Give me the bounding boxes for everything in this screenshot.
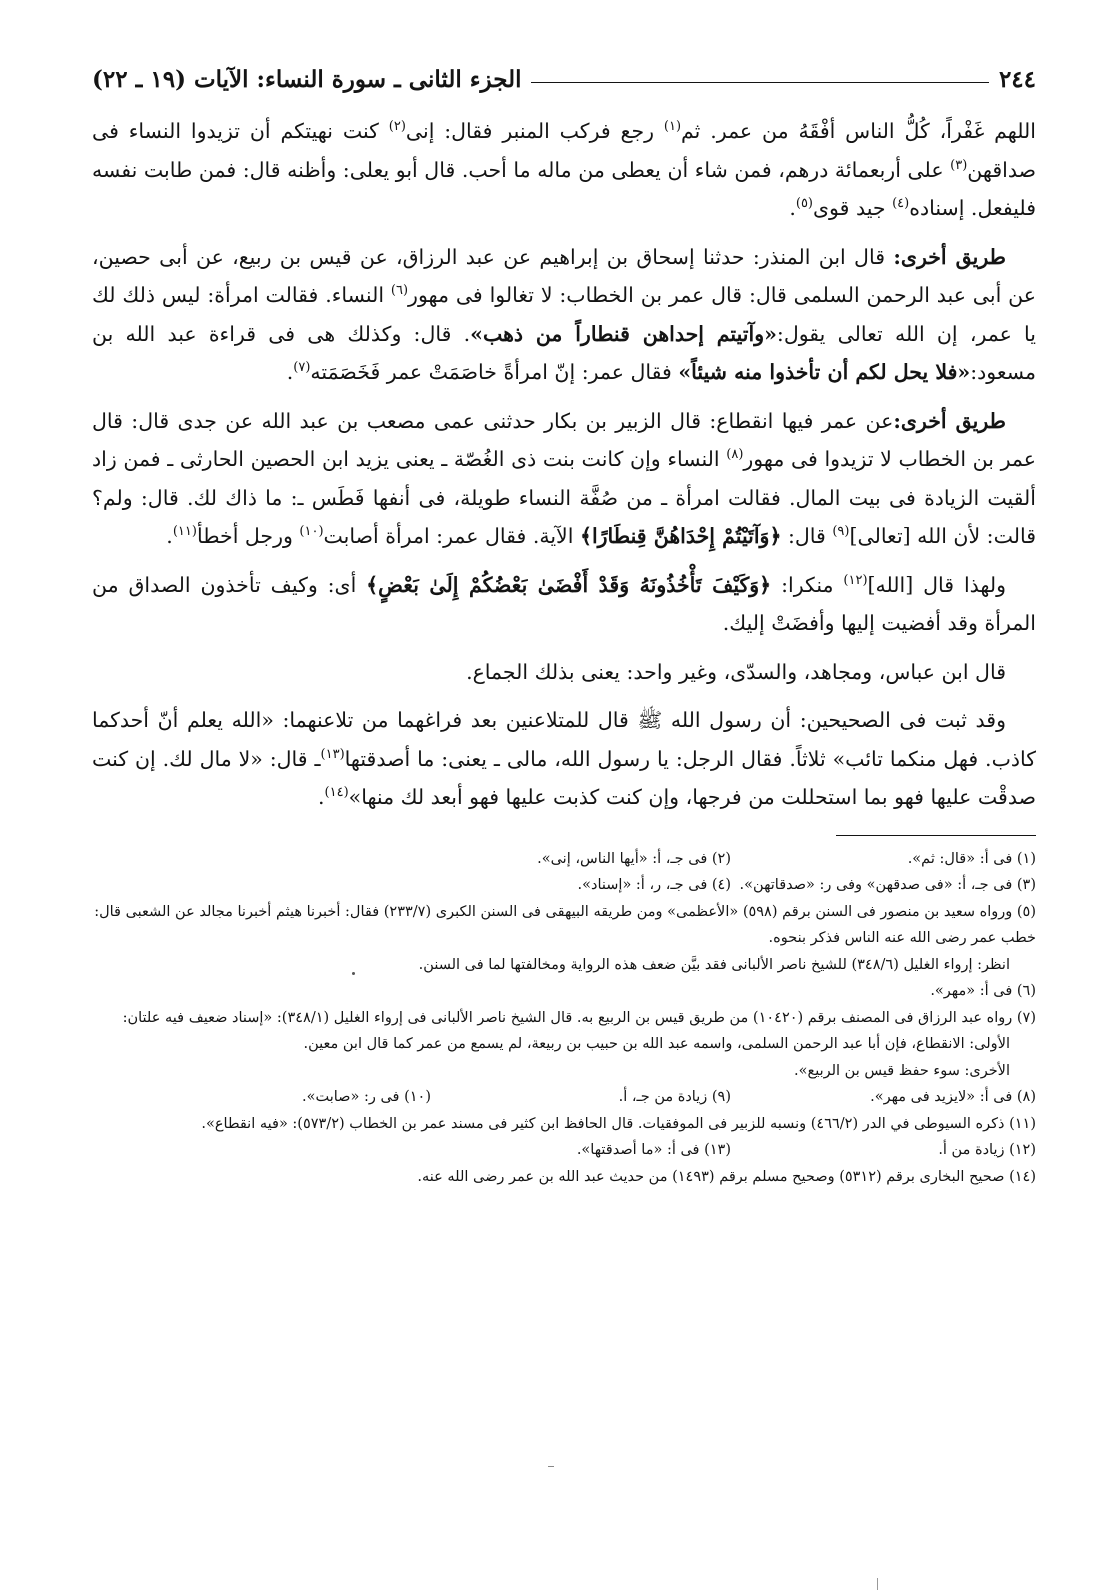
footnote-5-continued: انظر: إرواء الغليل (٣٤٨/٦) للشيخ ناصر الألبانى فقد بيَّن ضعف هذه الرواية ومخالفتها لما فى السنن. [418, 956, 1010, 973]
footnote-7-point-2: الأخرى: سوء حفظ قيس بن الربيع». [794, 1062, 1010, 1079]
paragraph-1: اللهم غَفْراً، كُلُّ الناس أفْقَهُ من عمر. ثم$^{(١)}$ رجع فركب المنبر فقال: إنى$^{(٢)}$ كنت نهيتكم أن تزيدوا النساء فى صداقهن$^{(٣)}$ على أربعمائة درهم، فمن شاء أن يعطى من ماله ما أحب. قال أبو يعلى: وأظنه قال: فمن طابت نفسه فليفعل. إسناده$^{(٤)}$ جيد قوى$^{(٥)}$. [92, 119, 1036, 220]
page-number: ٢٤٤ [998, 65, 1036, 93]
footnote-ref-7: (٧) [293, 360, 311, 376]
running-header [92, 58, 1036, 100]
footnote-6: (٦) فى أ: «مهر». [930, 983, 1036, 999]
footnote-4: (٤) فى جـ، ر، أ: «إسناد». [577, 877, 731, 893]
footnote-ref-8: (٨) [726, 447, 744, 463]
quote: «فلا يحل لكم أن تأخذوا منه شيئاً» [678, 360, 971, 384]
footnote-5: (٥) ورواه سعيد بن منصور فى السنن برقم (٥٩٨) «الأعظمى» ومن طريقه البيهقى فى السنن الكبرى (٢٣٣/٧) فقال: أخبرنا هيثم أخبرنا مجالد عن الشعبى قال: خطب عمر رضى الله عنه الناس فذكر بنحوه. [94, 903, 1036, 946]
footnote-10: (١٠) فى ر: «صابت». [302, 1089, 431, 1105]
footnote-ref-9: (٩) [832, 524, 850, 540]
footnote-2: (٢) فى جـ، أ: «أيها الناس، إنى». [537, 850, 731, 867]
quote: «وآتيتم إحداهن قنطاراً من ذهب» [470, 321, 777, 346]
footnote-12: (١٢) زيادة من أ. [938, 1142, 1036, 1158]
footnote-13: (١٣) فى أ: «ما أصدقتها». [576, 1142, 731, 1158]
footnote-7-point-1: الأولى: الانقطاع، فإن أبا عبد الرحمن السلمى، واسمه عبد الله بن حبيب بن ربيعة، لم يسمع من عمر كما قال ابن معين. [303, 1036, 1010, 1052]
footnote-separator [836, 835, 1036, 836]
footnote-11: (١١) ذكره السيوطى في الدر (٤٦٦/٢) ونسبه للزبير فى الموفقيات. قال الحافظ ابن كثير فى مسند عمر بن الخطاب (٥٧٣/٢): «فيه انقطاع». [201, 1115, 1036, 1132]
footnote-row [92, 846, 1036, 873]
scan-speck [548, 1466, 554, 1467]
header-rule [531, 82, 988, 83]
footnotes [92, 846, 1036, 1191]
footnote-ref-13: (١٣) [320, 746, 345, 762]
footnote-row [92, 1084, 1036, 1111]
footnote-1: (١) فى أ: «قال: ثم». [907, 850, 1036, 867]
quran-verse: ﴿وَكَيْفَ تَأْخُذُونَهُ وَقَدْ أَفْضَىٰ بَعْضُكُمْ إِلَىٰ بَعْضٍ﴾ [366, 572, 772, 597]
scan-speck [352, 972, 355, 975]
footnote-ref-1: (١) [663, 119, 682, 135]
footnote-ref-6: (٦) [390, 283, 409, 299]
footnote-ref-2: (٢) [388, 119, 406, 135]
quran-verse: ﴿وَآتَيْتُمْ إِحْدَاهُنَّ قِنطَارًا﴾ [579, 524, 782, 548]
footnote-3: (٣) فى جـ، أ: «فى صدقهن» وفى ر: «صدقاتهن». [739, 877, 1036, 893]
page [92, 58, 1036, 1528]
footnote-9: (٩) زيادة من جـ، أ. [618, 1089, 731, 1105]
footnote-ref-10: (١٠) [299, 524, 324, 540]
footnote-ref-11: (١١) [172, 524, 197, 540]
paragraph-4: ولهذا قال [الله]$^{(١٢)}$ منكرا: ﴿وَكَيْفَ تَأْخُذُونَهُ وَقَدْ أَفْضَىٰ بَعْضُكُمْ إِلَىٰ بَعْضٍ﴾ أى: وكيف تأخذون الصداق من المرأة وقد أفضيت إليها وأفضَتْ إليك. [92, 572, 1036, 635]
footnote-row [92, 872, 1036, 899]
footnote-ref-3: (٣) [950, 157, 968, 173]
paragraph-3: طريق أخرى:عن عمر فيها انقطاع: قال الزبير بن بكار حدثنى عمى مصعب بن عبد الله عن جدى قال: قال عمر بن الخطاب لا تزيدوا فى مهور$^{(٨)}$ النساء وإن كانت بنت ذى الغُصّة ـ يعنى يزيد ابن الحصين الحارثى ـ فمن زاد ألقيت الزيادة فى بيت المال. فقالت امرأة ـ من صُفَّة النساء طويلة، فى أنفها فَطَس ـ: ما ذاك لك. قال: ولم؟ قالت: لأن الله [تعالى]$^{(٩)}$ قال: ﴿وَآتَيْتُمْ إِحْدَاهُنَّ قِنطَارًا﴾ الآية. فقال عمر: امرأة أصابت$^{(١٠)}$ ورجل أخطأ$^{(١١)}$. [92, 408, 1036, 548]
section-lead: طريق أخرى: [893, 244, 1006, 269]
footnote-14: (١٤) صحيح البخارى برقم (٥٣١٢) وصحيح مسلم برقم (١٤٩٣) من حديث عبد الله بن عمر رضى الله عنه. [417, 1168, 1036, 1185]
section-lead: طريق أخرى: [893, 408, 1006, 433]
paragraph-5: قال ابن عباس، ومجاهد، والسدّى، وغير واحد: يعنى بذلك الجماع. [466, 659, 1006, 684]
scan-speck [877, 1578, 878, 1590]
footnote-ref-4: (٤) [892, 196, 910, 212]
footnote-ref-5: (٥) [795, 196, 813, 212]
footnote-ref-12: (١٢) [843, 572, 868, 588]
footnote-row [92, 1137, 1036, 1164]
paragraph-6: وقد ثبت فى الصحيحين: أن رسول الله ﷺ قال للمتلاعنين بعد فراغهما من تلاعنهما: «الله يعلم أنّ أحدكما كاذب. فهل منكما تائب» ثلاثاً. فقال الرجل: يا رسول الله، مالى ـ يعنى: ما أصدقتها$^{(١٣)}$ـ قال: «لا مال لك. إن كنت صدقْت عليها فهو بما استحللت من فرجها، وإن كنت كذبت عليها فهو أبعد لك منها»$^{(١٤)}$. [92, 708, 1036, 809]
footnote-7: (٧) رواه عبد الرزاق فى المصنف برقم (١٠٤٢٠) من طريق قيس بن الربيع به. قال الشيخ ناصر الألبانى فى إرواء الغليل (٣٤٨/١): «إسناد ضعيف فيه علتان: [122, 1009, 1036, 1026]
paragraph-2: طريق أخرى: قال ابن المنذر: حدثنا إسحاق بن إبراهيم عن عبد الرزاق، عن قيس بن ربيع، عن أبى حصين، عن أبى عبد الرحمن السلمى قال: قال عمر بن الخطاب: لا تغالوا فى مهور$^{(٦)}$ النساء. فقالت امرأة: ليس ذلك لك يا عمر، إن الله تعالى يقول:«وآتيتم إحداهن قنطاراً من ذهب». قال: وكذلك هى فى قراءة عبد الله بن مسعود:«فلا يحل لكم أن تأخذوا منه شيئاً» فقال عمر: إنّ امرأةً خاصَمَتْ عمر فَخَصَمَته$^{(٧)}$. [92, 244, 1037, 384]
main-text [92, 112, 1036, 817]
running-title: الجزء الثانى ـ سورة النساء: الآيات (١٩ ـ ٢٢) [92, 65, 522, 93]
footnote-ref-14: (١٤) [324, 785, 349, 801]
footnote-8: (٨) فى أ: «لايزيد فى مهر». [870, 1089, 1036, 1105]
